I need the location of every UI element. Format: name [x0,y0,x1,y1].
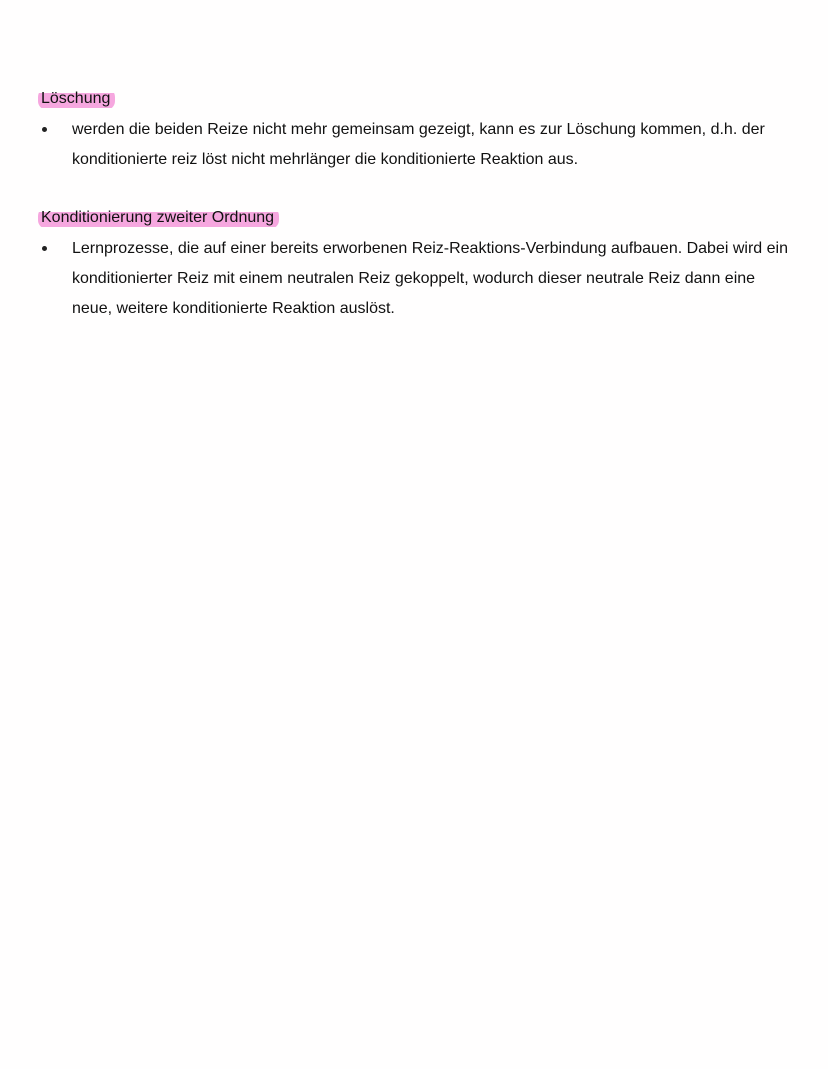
section-heading-konditionierung: Konditionierung zweiter Ordnung [38,207,279,229]
bullet-icon [42,127,47,132]
section-konditionierung-zweiter-ordnung [38,207,798,324]
list-item [38,115,798,175]
section-heading-loeschung: Löschung [38,88,115,110]
bullet-text: werden die beiden Reize nicht mehr gemeinsam gezeigt, kann es zur Löschung kommen, d.h. der konditionierte reiz löst nicht mehrlänger die konditionierte Reaktion aus. [72,121,765,168]
bullet-list-loeschung [38,115,798,175]
bullet-list-konditionierung [38,234,798,324]
section-loeschung [38,88,798,175]
bullet-text: Lernprozesse, die auf einer bereits erworbenen Reiz-Reaktions-Verbindung aufbauen. Dabei wird ein konditionierter Reiz mit einem neutralen Reiz gekoppelt, wodurch dieser neutrale Reiz dann eine neue, weitere konditionierte Reaktion auslöst. [72,240,788,317]
bullet-icon [42,246,47,251]
list-item [38,234,798,324]
